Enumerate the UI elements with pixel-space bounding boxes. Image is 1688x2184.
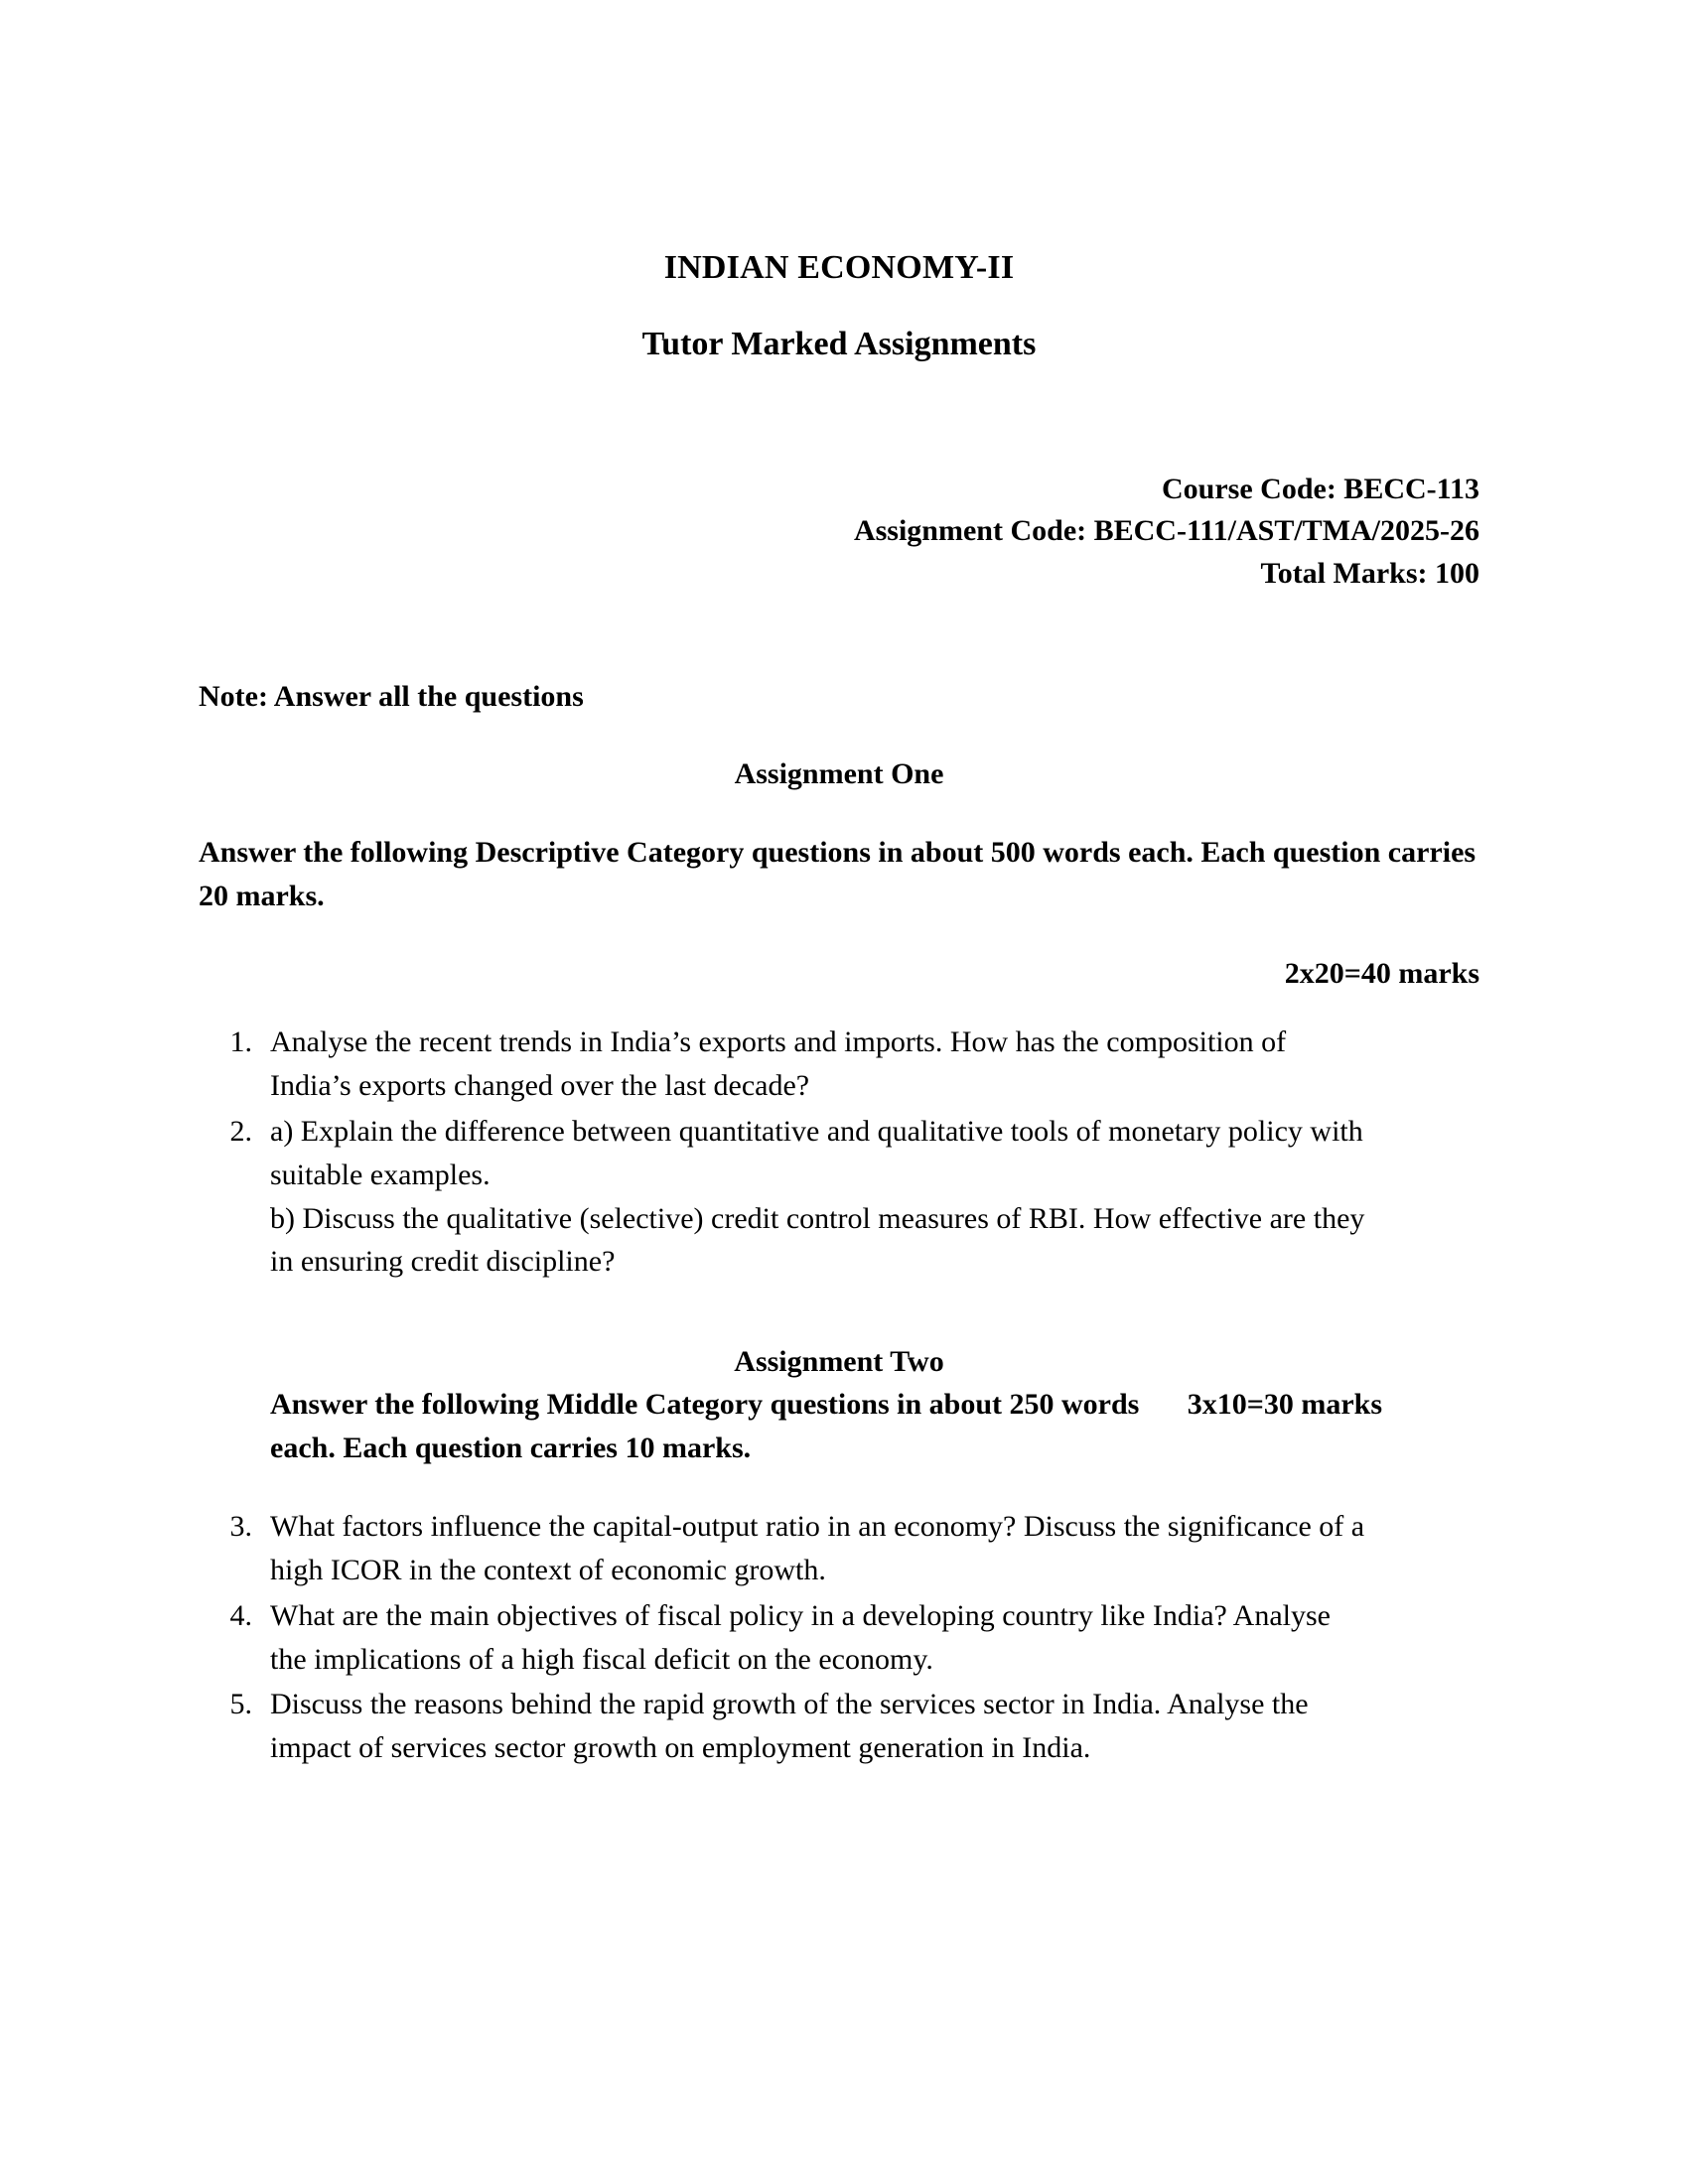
question-number: 2.	[229, 1114, 252, 1148]
question-part: Analyse the recent trends in India’s exports and imports. How has the composition of India’s exports changed over the last decade?	[270, 1025, 1287, 1103]
spacer	[199, 1286, 1479, 1341]
spacer	[199, 443, 1479, 469]
assignment-code: Assignment Code: BECC-111/AST/TMA/2025-26	[853, 514, 1479, 548]
page-subtitle: Tutor Marked Assignments	[641, 325, 1037, 362]
question-number: 1.	[229, 1025, 252, 1059]
spacer	[199, 595, 1479, 650]
page-content	[199, 248, 1479, 1772]
assignment-one-question-list	[199, 1021, 1479, 1284]
assignment-two-instruction-block	[270, 1383, 1382, 1469]
spacer	[199, 365, 1479, 443]
question-part-b: b) Discuss the qualitative (selective) credit control measures of RBI. How effective are they in ensuring credit discipline?	[270, 1201, 1365, 1279]
list-item	[199, 1505, 1479, 1592]
question-part: What are the main objectives of fiscal policy in a developing country like India? Analyse the implications of a high fiscal deficit on the economy.	[270, 1598, 1331, 1676]
spacer	[199, 718, 1479, 753]
list-item	[199, 1683, 1479, 1770]
page-title: INDIAN ECONOMY-II	[663, 249, 1015, 286]
spacer	[199, 650, 1479, 676]
question-part: Discuss the reasons behind the rapid growth of the services sector in India. Analyse the impact of services sector growth on employment generation in India.	[270, 1688, 1309, 1765]
assignment-two-heading: Assignment Two	[734, 1345, 944, 1379]
question-number: 4.	[229, 1598, 252, 1632]
course-meta-block	[199, 469, 1479, 596]
question-body	[270, 1594, 1372, 1682]
assignment-two-instruction: Answer the following Middle Category questions in about 250 words each. Each question carries 10 marks.	[270, 1388, 1140, 1464]
list-item	[199, 1021, 1479, 1108]
question-part-a: a) Explain the difference between quantitative and qualitative tools of monetary policy with suitable examples.	[270, 1114, 1363, 1191]
question-part: What factors influence the capital-output ratio in an economy? Discuss the significance of a high ICOR in the context of economic growth.	[270, 1510, 1365, 1586]
spacer	[199, 1469, 1479, 1505]
question-number: 5.	[229, 1688, 252, 1721]
question-body	[270, 1505, 1372, 1592]
list-item	[199, 1110, 1479, 1284]
course-code: Course Code: BECC-113	[1162, 472, 1479, 505]
question-body	[270, 1021, 1372, 1108]
assignment-two-question-list	[199, 1505, 1479, 1770]
spacer	[199, 289, 1479, 325]
spacer	[199, 917, 1479, 953]
list-item	[199, 1594, 1479, 1682]
assignment-two-marks: 3x10=30 marks	[1187, 1388, 1382, 1422]
spacer	[199, 795, 1479, 831]
assignment-one-instruction: Answer the following Descriptive Category questions in about 500 words each. Each question carries 20 marks.	[199, 836, 1477, 912]
spacer	[199, 995, 1479, 1021]
assignment-one-heading: Assignment One	[734, 757, 944, 791]
question-number: 3.	[229, 1510, 252, 1544]
note-text: Note: Answer all the questions	[199, 680, 584, 714]
assignment-one-marks: 2x20=40 marks	[1284, 957, 1479, 991]
total-marks: Total Marks: 100	[1260, 556, 1479, 590]
assignment-two-instruction-row	[270, 1383, 1382, 1469]
question-body	[270, 1110, 1372, 1284]
question-body	[270, 1683, 1372, 1770]
